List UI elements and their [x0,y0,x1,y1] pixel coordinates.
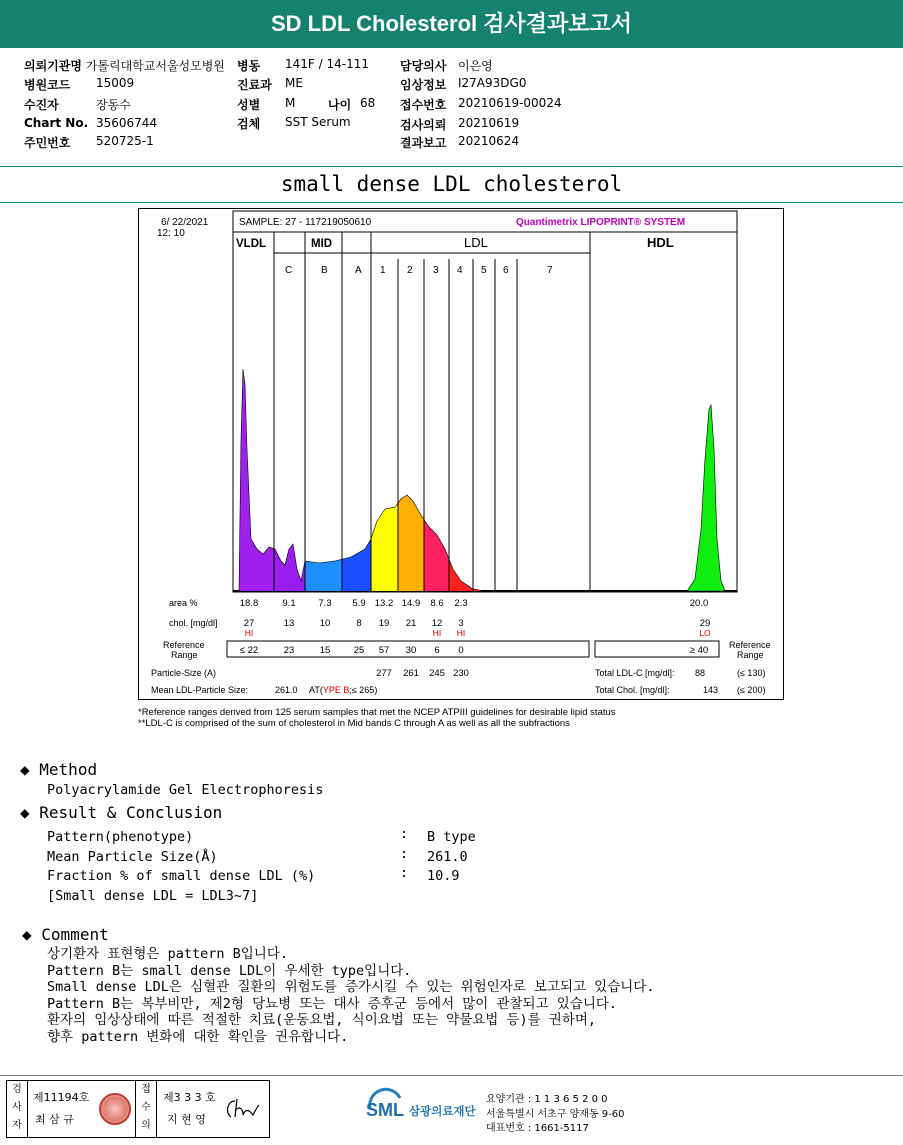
ref-value: 6 [434,645,440,656]
divider [0,1075,903,1076]
org-code: 요양기관 : 1 1 3 6 5 2 0 0 [486,1094,608,1105]
band-label: 1 [380,265,386,276]
band-label: 3 [433,265,439,276]
total-chol-label: Total Chol. [mg/dl]: [595,685,670,695]
total-ldl-label: Total LDL-C [mg/dl]: [595,668,675,678]
diamond-icon: ◆ [20,803,30,822]
result-label-size: Mean Particle Size(Å) [47,849,218,865]
result-value-pattern: B type [427,829,476,845]
area-value: 8.6 [430,598,444,609]
row-label-ref: Reference [163,640,205,650]
result-heading: ◆ Result & Conclusion [20,803,223,822]
result-label-fraction: Fraction % of small dense LDL (%) [47,868,316,884]
reviewer-name: 지 현 영 [167,1113,206,1126]
hdl-flag-label: LO [699,628,711,638]
curve-segment [424,520,449,592]
signature-box [6,1080,270,1138]
seal-stamp-icon [99,1093,131,1125]
info-chart-no: Chart No. 35606744 [24,116,158,130]
chol-value: 21 [405,618,417,629]
result-colon: : [400,865,409,881]
hdl-area-value: 20.0 [689,598,709,609]
group-ldl: LDL [464,235,488,250]
info-resident-no: 주민번호 520725-1 [24,134,154,150]
comment-heading: ◆ Comment [22,925,109,944]
ref-label-right-2: Range [737,650,764,660]
info-age: 나이 68 [328,96,376,112]
info-hospital: 의뢰기관명 가톨릭대학교서울성모병원 [24,59,225,73]
chol-value: 12 [431,618,443,629]
hdl-chol-value: 29 [699,618,711,629]
chol-value: 8 [356,618,362,629]
band-label: 6 [503,265,509,276]
divider [0,166,903,167]
particle-value: 261 [403,668,419,679]
info-ward: 병동 141F / 14-111 [237,57,369,73]
group-mid: MID [311,238,333,250]
chart-brand: Quantimetrix LIPOPRINT® SYSTEM [516,217,686,228]
band-label: 7 [547,265,553,276]
row-label-particle: Particle-Size (A) [151,668,217,678]
band-label: 5 [481,265,487,276]
band-label: A [355,265,362,276]
footnote-2: **LDL-C is comprised of the sum of cholesterol in Mid bands C through A as well as all the subfractions [138,718,570,729]
comment-line: 상기환자 표현형은 pattern B입니다. [47,946,288,962]
mean-value: 261.0 [275,685,298,695]
particle-value: 230 [453,668,469,679]
ref-value: 57 [378,645,390,656]
group-hdl: HDL [647,235,674,250]
examiner-label: 검 사 자 [7,1081,28,1137]
org-logo: SML 삼광의료재단 [366,1086,406,1130]
result-note: [Small dense LDL = LDL3~7] [47,888,259,904]
flag-label: HI [432,628,442,638]
particle-value: 245 [429,668,445,679]
comment-line: Pattern B는 small dense LDL이 우세한 type입니다. [47,962,412,979]
comment-line: 환자의 임상상태에 따른 적절한 치료(운동요법, 식이요법 또는 약물요법 등)를 권하며, [47,1012,597,1028]
band-label: B [321,265,328,276]
total-chol-value: 143 [703,685,719,695]
chol-value: 13 [283,618,295,629]
band-label: 4 [457,265,463,276]
area-value: 13.2 [374,598,394,609]
chart-time: 12: 10 [157,228,185,239]
info-hospital-code: 병원코드 15009 [24,76,135,92]
org-phone: 대표번호 : 1661-5117 [486,1123,589,1134]
plot-frame [233,232,737,592]
ref-value: 15 [319,645,331,656]
ref-value: 25 [353,645,365,656]
row-label-mean: Mean LDL-Particle Size: [151,685,249,695]
method-text: Polyacrylamide Gel Electrophoresis [47,782,324,798]
result-label-pattern: Pattern(phenotype) [47,829,194,845]
chol-value: 10 [319,618,331,629]
method-heading: ◆ Method [20,760,98,779]
hdl-peak [687,405,725,591]
hdl-ref-value: ≥ 40 [689,645,709,656]
footnote-1: *Reference ranges derived from 125 serum samples that met the NCEP ATPIII guidelines for desirable lipid status [138,707,616,718]
report-title: small dense LDL cholesterol [280,172,623,196]
mean-type: AT(YPE B;≤ 265) [309,685,378,695]
chol-value: 27 [243,618,255,629]
comment-line: 향후 pattern 변화에 대한 확인을 권유합니다. [47,1028,349,1045]
diamond-icon: ◆ [20,760,30,779]
info-receipt-no: 접수번호 20210619-00024 [400,96,562,112]
curve-segment [305,559,342,591]
row-label-area: area % [169,598,198,608]
band-label: C [285,265,293,276]
curve-segment [371,503,398,591]
curve-segment [274,544,305,591]
total-chol-ref: (≤ 200) [737,685,766,695]
group-vldl: VLDL [236,238,267,250]
info-specimen: 검체 SST Serum [237,115,351,131]
result-value-fraction: 10.9 [427,868,460,884]
org-address: 서울특별시 서초구 양재동 9-60 [486,1109,625,1120]
electropherogram [239,369,485,591]
row-label-chol: chol. [mg/dl] [169,618,218,628]
flag-label: HI [244,628,254,638]
reviewer-label: 접 수 의 [135,1081,157,1137]
chart-sample: SAMPLE: 27 - 117219050610 [239,217,372,228]
particle-value: 277 [376,668,392,679]
hdl-curve [687,405,725,591]
info-request-date: 검사의뢰 20210619 [400,116,520,132]
ref-value: ≤ 22 [239,645,259,656]
area-value: 9.1 [282,598,296,609]
examiner-name: 최 삼 규 [35,1113,74,1126]
flag-label: HI [456,628,466,638]
area-value: 18.8 [239,598,259,609]
chol-value: 19 [378,618,390,629]
chart-date: 6/ 22/2021 [161,217,209,228]
lipoprint-chart [138,208,784,700]
diamond-icon: ◆ [22,925,32,944]
signature-icon [221,1095,261,1123]
row-label-range: Range [171,650,198,660]
band-label: 2 [407,265,413,276]
result-colon: : [400,826,409,842]
ref-value: 0 [458,645,464,656]
divider [0,202,903,203]
comment-line: Small dense LDL은 심혈관 질환의 위험도를 증가시킬 수 있는 위험인자로 보고되고 있습니다. [47,979,655,995]
result-colon: : [400,846,409,862]
info-dept: 진료과 ME [237,76,303,92]
chol-value: 3 [458,618,464,629]
curve-segment [239,369,274,591]
reviewer-no: 제3 3 3 호 [163,1091,216,1104]
comment-body [47,946,654,1045]
curve-segment [449,559,485,591]
result-value-size: 261.0 [427,849,468,865]
examiner-no: 제11194호 [33,1091,90,1104]
total-ldl-value: 88 [695,668,706,678]
info-clinical: 임상정보 I27A93DG0 [400,76,527,92]
area-value: 5.9 [352,598,366,609]
ref-value: 23 [283,645,295,656]
total-ldl-ref: (≤ 130) [737,668,766,678]
lipoprint-svg [139,209,783,699]
area-value: 2.3 [454,598,468,609]
area-value: 14.9 [401,598,421,609]
info-report-date: 결과보고 20210624 [400,134,520,150]
ref-value: 30 [405,645,417,656]
curve-segment [398,495,424,591]
info-sex: 성별 M [237,96,296,112]
info-doctor: 담당의사 이은영 [400,59,493,73]
report-header: SD LDL Cholesterol 검사결과보고서 [0,0,903,48]
area-value: 7.3 [318,598,332,609]
info-patient: 수진자 장동수 [24,98,131,112]
ref-label-right: Reference [729,640,771,650]
comment-line: Pattern B는 복부비만, 제2형 당뇨병 또는 대사 증후군 등에서 많이 관찰되고 있습니다. [47,995,618,1012]
